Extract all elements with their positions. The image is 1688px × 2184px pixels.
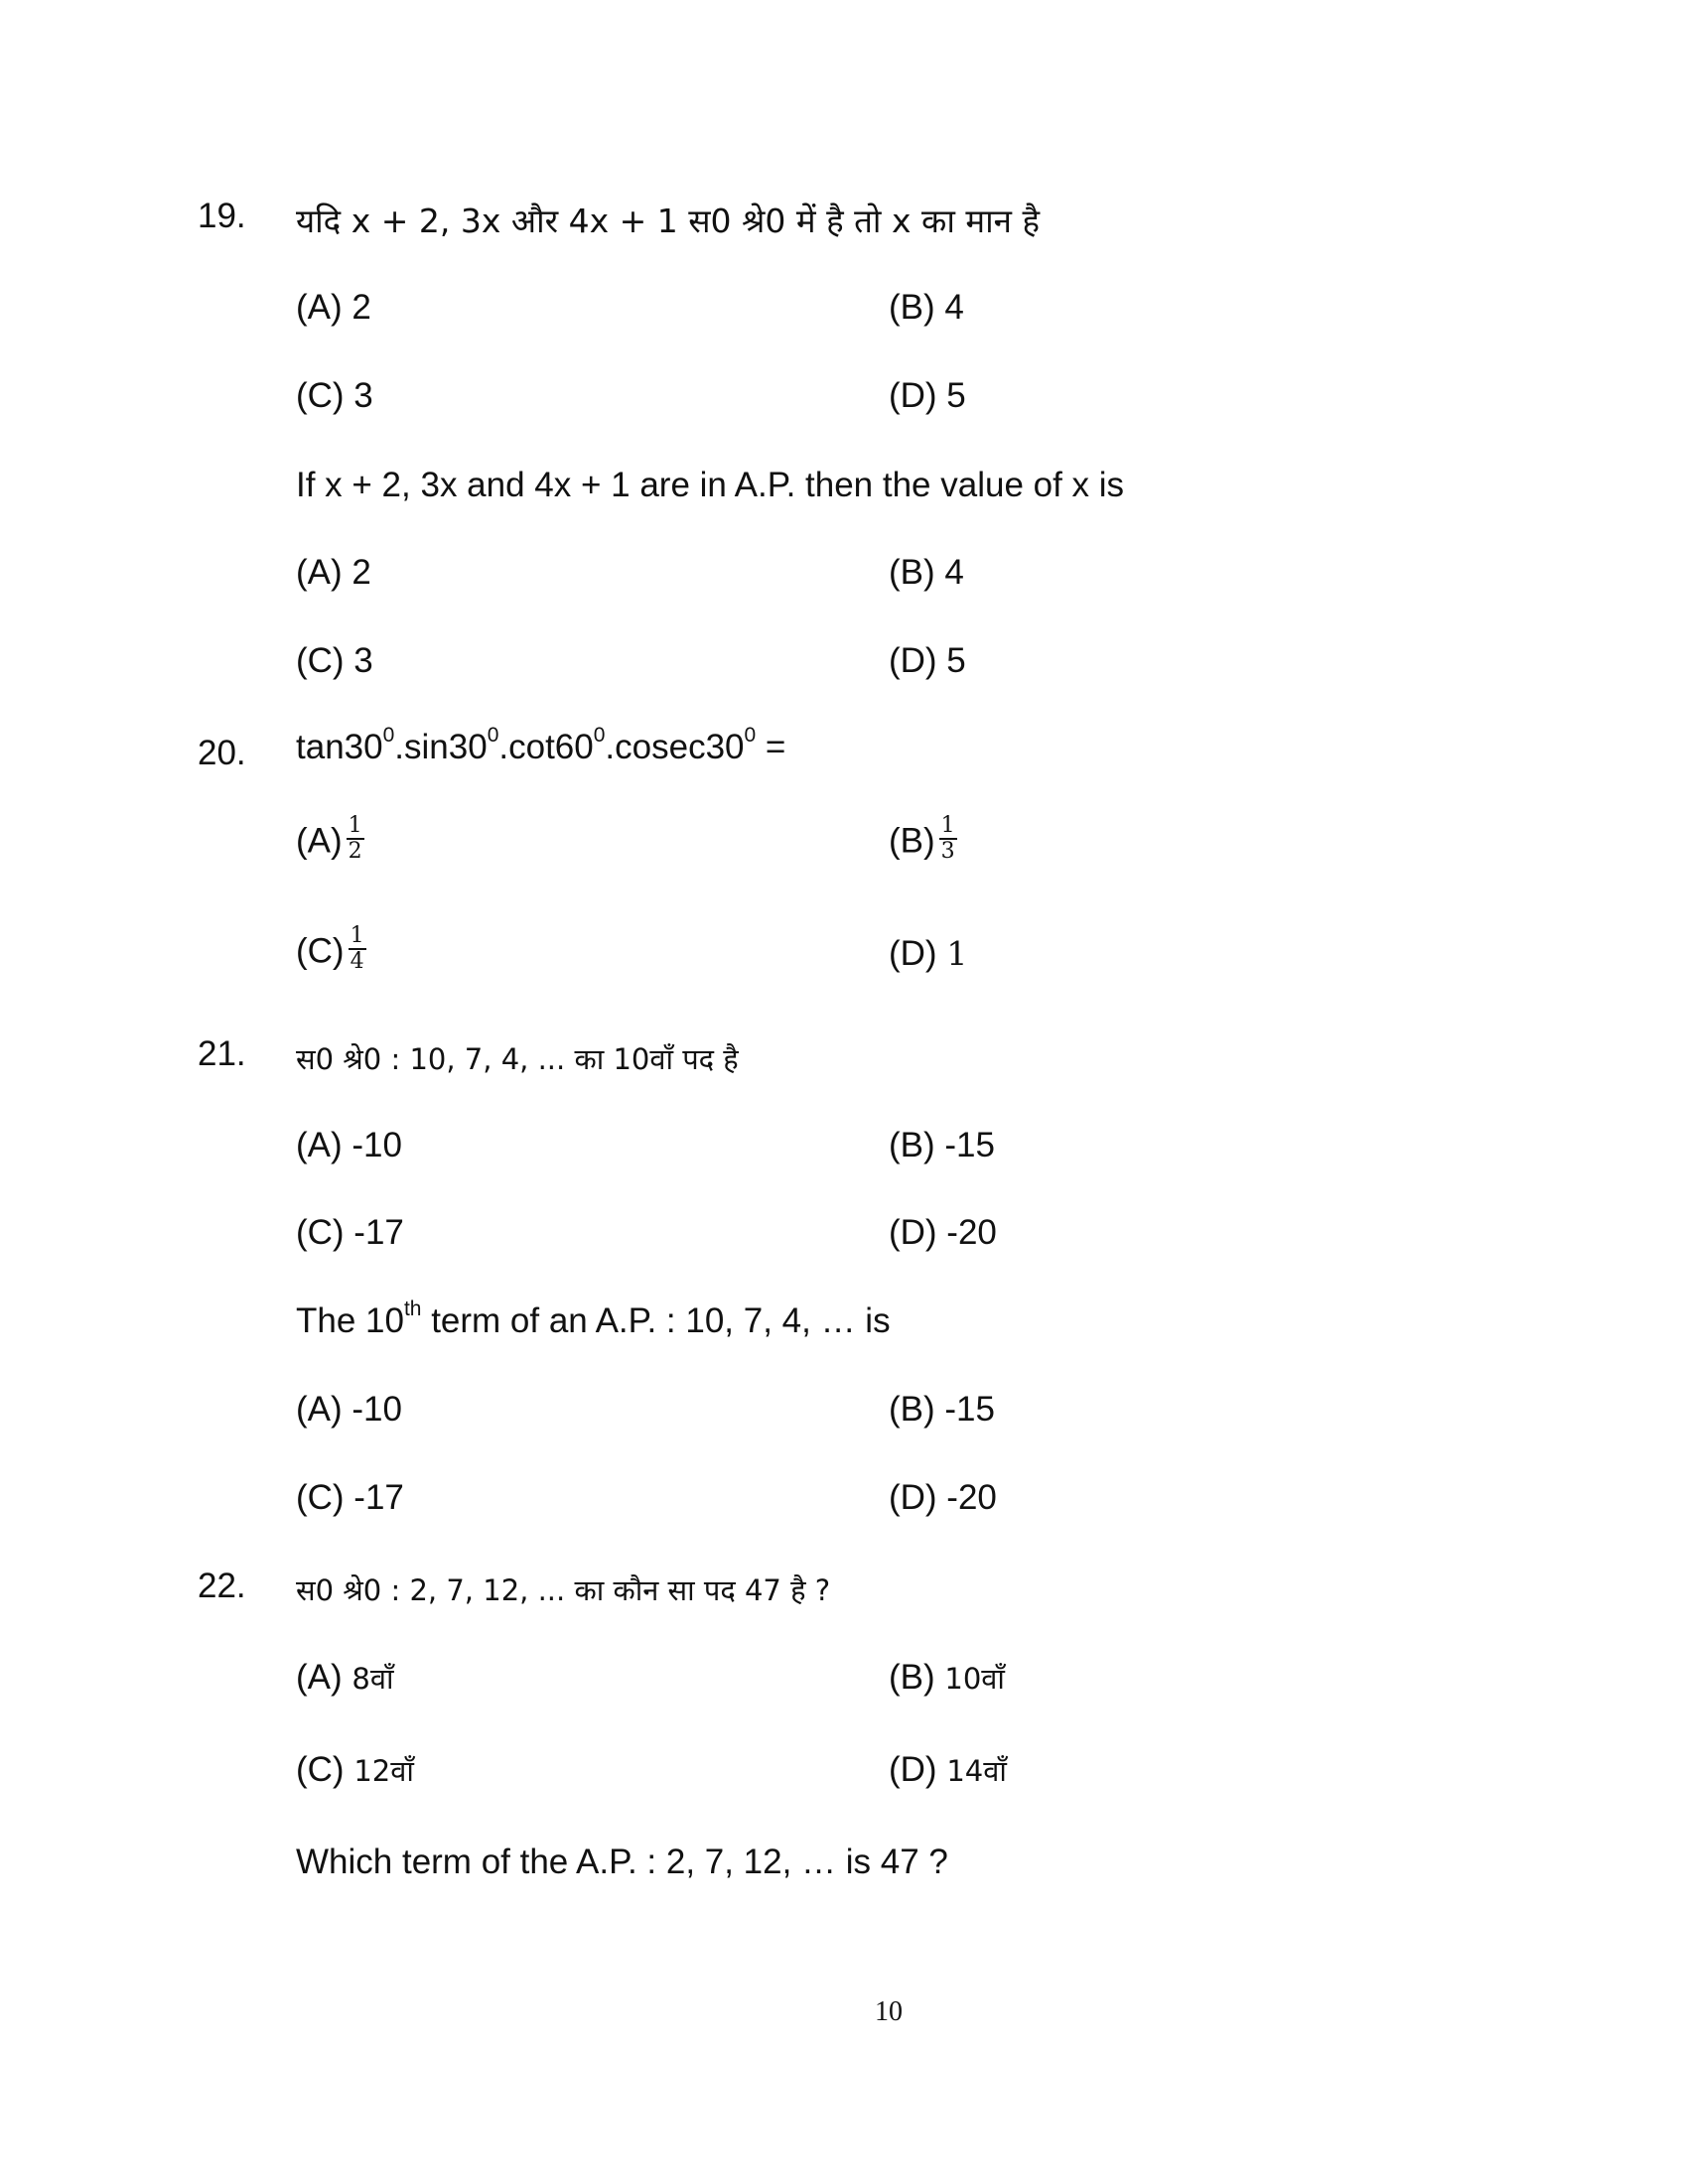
ordinal-sup: th [403, 1297, 422, 1320]
q21-hindi-option-b: (B) -15 [889, 1126, 995, 1164]
q20-option-d [889, 934, 967, 974]
option-label: (D) [889, 1750, 937, 1789]
stem-before: The 10 [296, 1301, 404, 1340]
question-20-stem [296, 724, 786, 767]
q21-english-option-b: (B) -15 [889, 1390, 995, 1429]
q19-english-option-a: (A) 2 [296, 553, 371, 592]
q19-english-option-d: (D) 5 [889, 641, 966, 680]
stem-sin: .sin30 [394, 728, 488, 766]
option-label: (C) [296, 931, 345, 971]
q22-hindi-option-b [889, 1658, 1005, 1698]
question-21-hindi-stem: स0 श्रे0 : 10, 7, 4, ... का 10वाँ पद है [296, 1042, 739, 1076]
q20-option-a [296, 813, 364, 868]
question-22-hindi-stem: स0 श्रे0 : 2, 7, 12, ... का कौन सा पद 47 है ? [296, 1573, 831, 1607]
q19-hindi-option-c: (C) 3 [296, 376, 373, 415]
q21-hindi-option-c: (C) -17 [296, 1213, 404, 1252]
option-value: 1 [946, 934, 968, 973]
stem-cosec: .cosec30 [605, 728, 745, 766]
degree-sup: 0 [382, 724, 395, 747]
q20-option-c [296, 923, 366, 978]
option-label: (C) [296, 1750, 345, 1789]
stem-cot: .cot60 [498, 728, 594, 766]
question-number-21: 21. [198, 1034, 246, 1073]
q21-english-option-a: (A) -10 [296, 1390, 402, 1429]
q21-hindi-option-a: (A) -10 [296, 1126, 402, 1164]
fraction [349, 924, 366, 974]
q22-hindi-option-c [296, 1750, 414, 1790]
numerator: 1 [940, 813, 955, 838]
question-19-english-stem: If x + 2, 3x and 4x + 1 are in A.P. then the value of x is [296, 466, 1125, 504]
q21-english-option-d: (D) -20 [889, 1478, 997, 1517]
option-label: (D) [889, 934, 937, 973]
option-value: 8वाँ [352, 1662, 394, 1696]
degree-sup: 0 [593, 724, 606, 747]
question-19-hindi-stem: यदि x + 2, 3x और 4x + 1 स0 श्रे0 में है तो x का मान है [296, 202, 1040, 240]
stem-equals: = [756, 728, 786, 766]
option-label: (A) [296, 1658, 343, 1697]
q19-english-option-c: (C) 3 [296, 641, 373, 680]
option-label: (B) [889, 1658, 935, 1697]
fraction [347, 814, 364, 864]
option-value: 14वाँ [946, 1754, 1007, 1788]
q20-option-b [889, 813, 957, 868]
option-value: 12वाँ [353, 1754, 414, 1788]
stem-after: term of an A.P. : 10, 7, 4, … is [421, 1301, 891, 1340]
numerator: 1 [350, 923, 364, 948]
question-number-22: 22. [198, 1567, 246, 1605]
option-label: (B) [889, 821, 935, 861]
q19-hindi-option-d: (D) 5 [889, 376, 966, 415]
option-label: (A) [296, 821, 343, 861]
denominator: 4 [350, 949, 364, 974]
question-number-19: 19. [198, 197, 246, 235]
q21-english-option-c: (C) -17 [296, 1478, 404, 1517]
fraction [939, 814, 957, 864]
page-number: 10 [875, 1996, 903, 2027]
q19-hindi-option-b: (B) 4 [889, 288, 964, 327]
denominator: 3 [940, 839, 955, 864]
q19-english-option-b: (B) 4 [889, 553, 964, 592]
numerator: 1 [348, 813, 362, 838]
q22-hindi-option-d [889, 1750, 1007, 1790]
degree-sup: 0 [487, 724, 499, 747]
question-number-20: 20. [198, 734, 246, 772]
stem-tan: tan30 [296, 728, 383, 766]
option-value: 10वाँ [944, 1662, 1005, 1696]
degree-sup: 0 [744, 724, 757, 747]
denominator: 2 [348, 839, 362, 864]
q19-hindi-option-a: (A) 2 [296, 288, 371, 327]
q21-hindi-option-d: (D) -20 [889, 1213, 997, 1252]
question-21-english-stem [296, 1297, 891, 1341]
question-22-english-stem: Which term of the A.P. : 2, 7, 12, … is 47 ? [296, 1843, 948, 1881]
q22-hindi-option-a [296, 1658, 393, 1698]
